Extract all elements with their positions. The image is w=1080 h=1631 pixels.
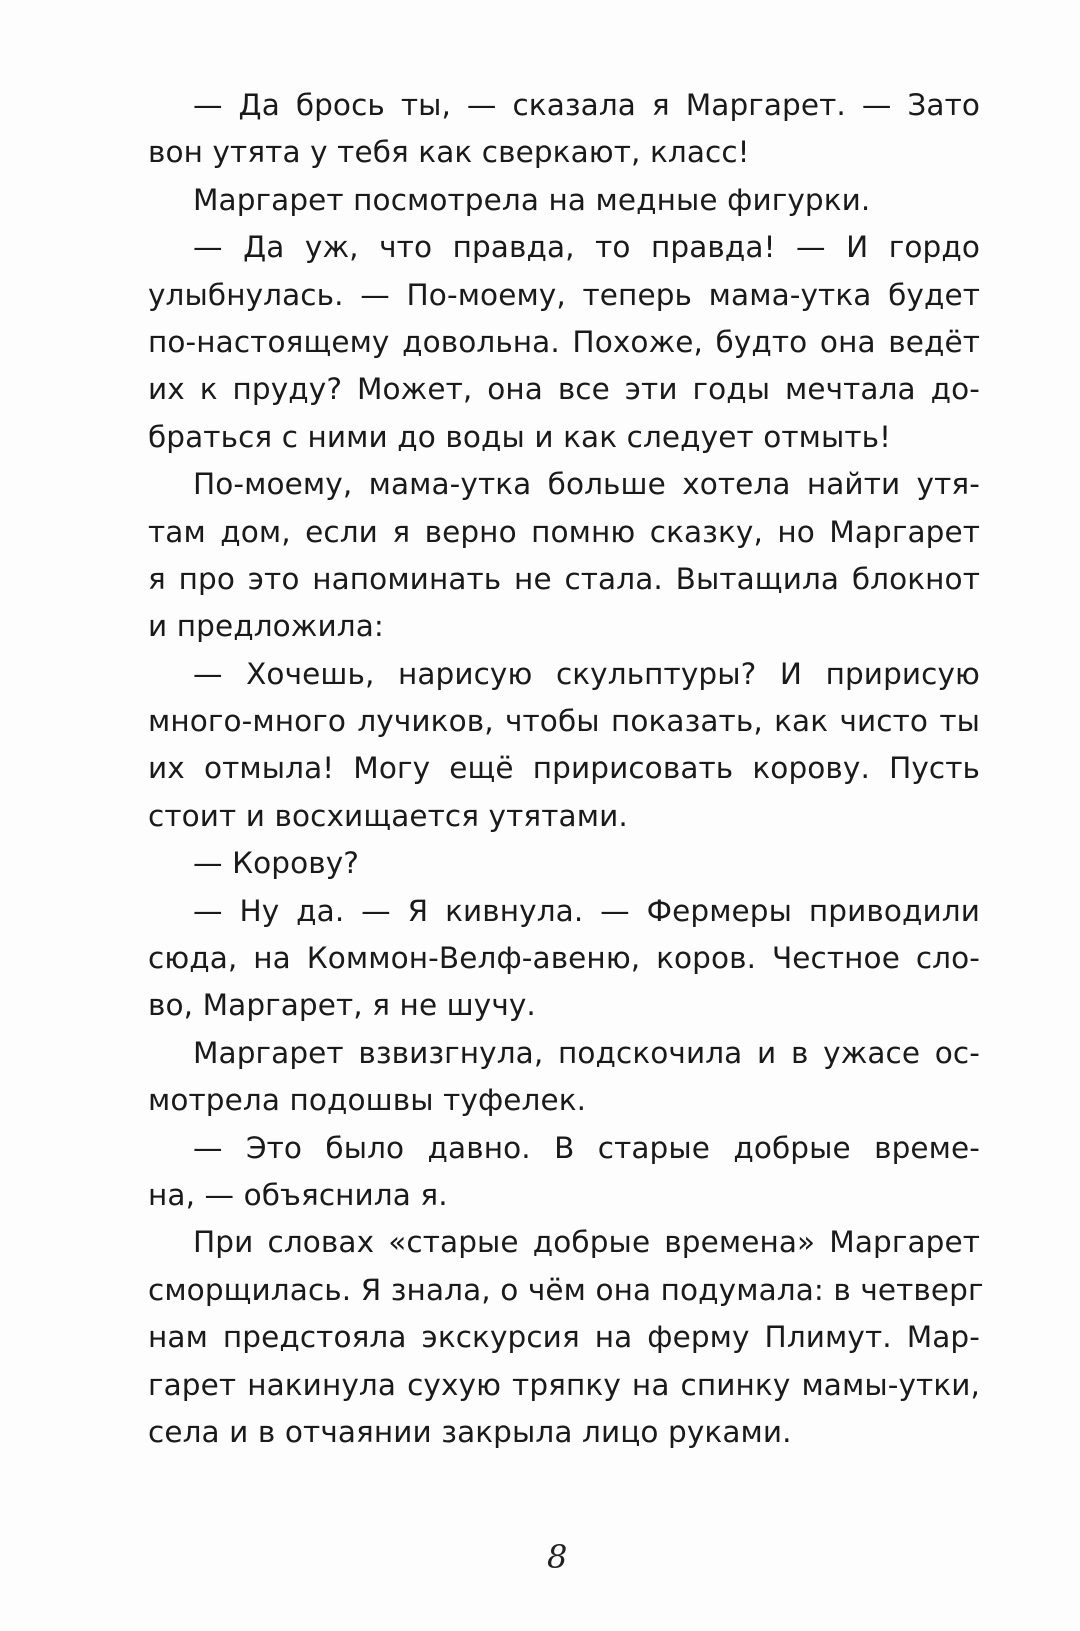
text-line: Маргарет взвизгнула, подскочила и в ужасе ос- [193,1035,980,1070]
text-line: на, — объяснила я. [148,1177,448,1212]
text-line: — Это было давно. В старые добрые време- [193,1130,980,1165]
text-line: их к пруду? Может, она все эти годы мечтала до- [148,372,980,407]
text-line: — Хочешь, нарисую скульптуры? И пририсую [193,656,980,691]
text-line: я про это напоминать не стала. Вытащила блокнот [148,561,980,596]
text-line: села и в отчаянии закрыла лицо руками. [148,1414,792,1449]
text-line: Маргарет посмотрела на медные фигурки. [193,182,871,217]
text-line: мотрела подошвы туфелек. [148,1083,587,1118]
text-line: сморщилась. Я знала, о чём она подумала: в четверг [148,1272,984,1307]
text-line: При словах «старые добрые времена» Маргарет [193,1225,980,1260]
text-line: — Да уж, что правда, то правда! — И гордо [193,230,980,265]
text-line: по-настоящему довольна. Похоже, будто она ведёт [148,324,980,359]
text-line: во, Маргарет, я не шучу. [148,988,536,1023]
text-line: много-много лучиков, чтобы показать, как чисто ты [148,704,980,739]
text-line: вон утята у тебя как сверкают, класс! [148,135,750,170]
text-line: По-моему, мама-утка больше хотела найти утя- [193,467,980,502]
text-line: там дом, если я верно помню сказку, но Маргарет [148,514,980,549]
text-line: гарет накинула сухую тряпку на спинку мамы-утки, [148,1367,980,1402]
text-line: браться с ними до воды и как следует отмыть! [148,419,892,454]
text-line: — Ну да. — Я кивнула. — Фермеры приводили [193,893,980,928]
text-line: сюда, на Коммон-Велф-авеню, коров. Честное сло- [148,941,980,976]
text-line: стоит и восхищается утятами. [148,798,628,833]
text-line: улыбнулась. — По-моему, теперь мама-утка будет [148,277,980,312]
text-line: и предложила: [148,609,384,644]
body-text [148,82,984,1456]
page-number: 8 [547,1538,568,1576]
text-line: их отмыла! Могу ещё пририсовать корову. Пусть [148,751,980,786]
text-line: нам предстояла экскурсия на ферму Плимут. Мар- [148,1320,980,1355]
text-line: — Корову? [193,846,360,881]
text-line: — Да брось ты, — сказала я Маргарет. — Зато [193,88,980,122]
